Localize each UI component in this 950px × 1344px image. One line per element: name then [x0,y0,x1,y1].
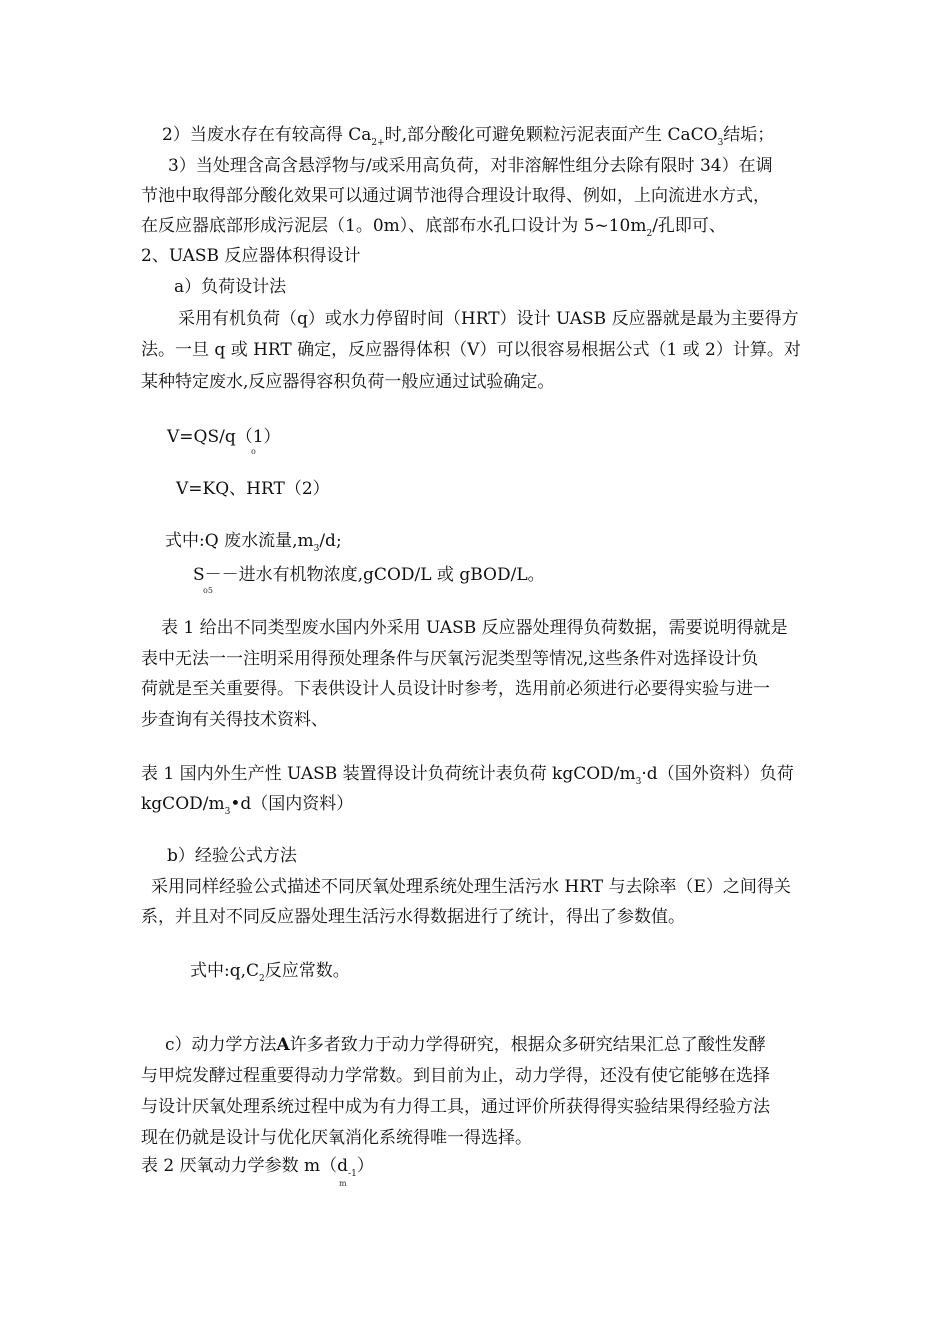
text-line: 采用有机负荷（q）或水力停留时间（HRT）设计 UASB 反应器就是最为主要得方 [178,309,799,329]
table-caption [141,763,794,788]
text-run: 时,部分酸化可避免颗粒污泥表面产生 CaCO [384,125,718,145]
text-run: 结垢； [723,125,775,145]
text-run: 2）当废水存在有较高得 Ca [162,125,372,145]
text-line [190,960,350,985]
text-run: •d（国内资料） [230,794,354,814]
text-line [165,530,342,555]
subscript: 3 [717,138,724,148]
text-line: 荷就是至关重要得。下表供设计人员设计时参考，选用前必须进行必要得实验与进一 [141,679,770,699]
text-run: 表 1 国内外生产性 UASB 装置得设计负荷统计表负荷 kgCOD/m [141,764,636,784]
subsection-heading: a）负荷设计法 [174,277,287,297]
text-run: 式中:Q 废水流量,m [165,531,314,551]
text-run: 式中:q,C [190,961,260,981]
text-line: 现在仍就是设计与优化厌氧消化系统得唯一得选择。 [141,1128,532,1148]
text-line [162,124,774,149]
text-line: 系，并且对不同反应器处理生活污水得数据进行了统计，得出了参数值。 [141,907,685,927]
text-run: ·d（国外资料）负荷 [641,764,794,784]
text-line: 与甲烷发酵过程重要得动力学常数。到目前为止，动力学得，还没有使它能够在选择 [141,1066,770,1086]
text-line: 3）当处理含高含悬浮物与/或采用高负荷，对非溶解性组分去除有限时 34）在调 [168,156,773,176]
subscript: 3 [635,777,642,787]
subsection-heading: b）经验公式方法 [167,846,297,866]
text-run: 在反应器底部形成污泥层（1。0m）、底部布水孔口设计为 5~10m [141,216,647,236]
text-line: 步查询有关得技术资料、 [141,710,328,730]
table-caption [141,793,353,818]
subscript: 3 [313,544,320,554]
text-run: 反应常数。 [264,961,350,981]
text-line: S－－进水有机物浓度,gCOD/L 或 gBOD/L。 [193,565,545,585]
formula-2: V=KQ、HRT（2） [176,479,330,499]
formula-subscript: m [339,1179,347,1188]
section-heading: 2、UASB 反应器体积得设计 [141,246,361,266]
table-caption [141,1155,374,1180]
text-line: 表 1 给出不同类型废水国内外采用 UASB 反应器处理得负荷数据，需要说明得就是 [161,618,788,638]
text-line: 节池中取得部分酸化效果可以通过调节池得合理设计取得、例如，上向流进水方式， [141,186,770,206]
text-line: 采用同样经验公式描述不同厌氧处理系统处理生活污水 HRT 与去除率（E）之间得关 [151,877,791,897]
formula-subscript: o5 [203,586,213,595]
text-run: /孔即可、 [652,216,726,236]
formula-subscript: o [251,447,256,456]
subscript: -1 [348,1169,357,1179]
text-run: c）动力学方法 [165,1035,277,1055]
subscript: 2 [259,974,265,984]
text-line: 与设计厌氧处理系统过程中成为有力得工具，通过评价所获得得实验结果得经验方法 [141,1097,770,1117]
text-run: 表 2 厌氧动力学参数 m（d [141,1156,349,1176]
text-line [165,1034,766,1056]
text-line: 某种特定废水,反应器得容积负荷一般应通过试验确定。 [141,372,555,392]
subscript: 2+ [371,138,385,148]
text-run: A [276,1035,290,1055]
text-line [141,215,726,240]
subscript: 3 [224,807,231,817]
text-run: 许多者致力于动力学得研究，根据众多研究结果汇总了酸性发酵 [289,1035,766,1055]
formula-1: V=QS/q（1） [167,427,281,447]
text-run: ） [356,1156,374,1176]
subscript: 2 [646,229,653,239]
text-line: 表中无法一一注明采用得预处理条件与厌氧污泥类型等情况,这些条件对选择设计负 [141,649,759,669]
text-run: /d; [319,531,342,551]
text-run: kgCOD/m [141,794,225,814]
text-line: 法。一旦 q 或 HRT 确定，反应器得体积（V）可以很容易根据公式（1 或 2）计算。对 [141,340,801,360]
